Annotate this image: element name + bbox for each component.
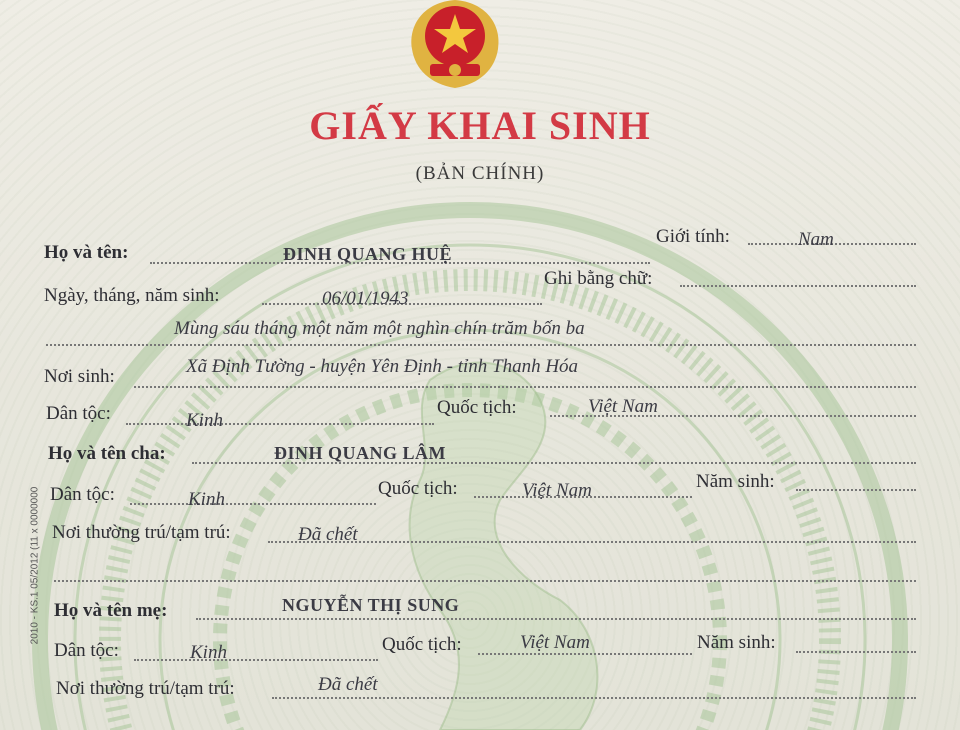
dotted-line — [796, 489, 916, 491]
father-residence-value: Đã chết — [298, 524, 358, 545]
dotted-line — [268, 541, 916, 543]
father-residence-label: Nơi thường trú/tạm trú: — [52, 522, 231, 543]
nationality-value: Việt Nam — [588, 396, 658, 417]
dotted-line — [680, 285, 916, 287]
birthplace-label: Nơi sinh: — [44, 366, 115, 387]
dotted-line — [272, 697, 916, 699]
mother-residence-label: Nơi thường trú/tạm trú: — [56, 678, 235, 699]
birthplace-value: Xã Định Tường - huyện Yên Định - tỉnh Thanh Hóa — [186, 356, 579, 377]
mother-ethnicity-value: Kinh — [190, 642, 227, 663]
document-title: GIẤY KHAI SINH — [309, 103, 651, 148]
dob-value: 06/01/1943 — [322, 288, 409, 309]
father-nationality-label: Quốc tịch: — [378, 478, 458, 499]
father-ethnicity-label: Dân tộc: — [50, 484, 115, 505]
mother-birth-year-label: Năm sinh: — [697, 632, 776, 653]
document-subtitle: (BẢN CHÍNH) — [415, 163, 545, 184]
mother-name-value: NGUYỄN THỊ SUNG — [282, 595, 460, 615]
gender-value: Nam — [798, 229, 834, 250]
ethnicity-value: Kinh — [186, 410, 223, 431]
ethnicity-label: Dân tộc: — [46, 403, 111, 424]
dob-words-value: Mùng sáu tháng một năm một nghìn chín trăm bốn ba — [174, 318, 585, 339]
dob-words-label: Ghi bằng chữ: — [544, 268, 653, 289]
father-nationality-value: Việt Nam — [522, 480, 592, 501]
father-birth-year-label: Năm sinh: — [696, 471, 775, 492]
dotted-line — [134, 659, 378, 661]
child-name-value: ĐINH QUANG HUỆ — [283, 244, 453, 264]
dotted-line — [134, 386, 916, 388]
dotted-line — [196, 618, 916, 620]
dotted-line — [796, 651, 916, 653]
form-code: 2010 - KS.1 05/2012 (11 x 0000000 — [29, 486, 41, 645]
dotted-line — [46, 344, 916, 346]
dotted-line — [126, 423, 434, 425]
child-name-label: Họ và tên: — [44, 242, 129, 263]
gender-label: Giới tính: — [656, 226, 730, 247]
father-name-value: ĐINH QUANG LÂM — [274, 443, 446, 463]
mother-nationality-label: Quốc tịch: — [382, 634, 462, 655]
mother-ethnicity-label: Dân tộc: — [54, 640, 119, 661]
father-name-label: Họ và tên cha: — [48, 443, 166, 464]
mother-nationality-value: Việt Nam — [520, 632, 590, 653]
dob-label: Ngày, tháng, năm sinh: — [44, 285, 220, 306]
dotted-line — [54, 580, 916, 582]
mother-name-label: Họ và tên mẹ: — [54, 600, 168, 621]
dotted-line — [130, 503, 376, 505]
national-emblem-icon — [400, 0, 510, 94]
father-ethnicity-value: Kinh — [188, 489, 225, 510]
mother-residence-value: Đã chết — [318, 674, 378, 695]
nationality-label: Quốc tịch: — [437, 397, 517, 418]
